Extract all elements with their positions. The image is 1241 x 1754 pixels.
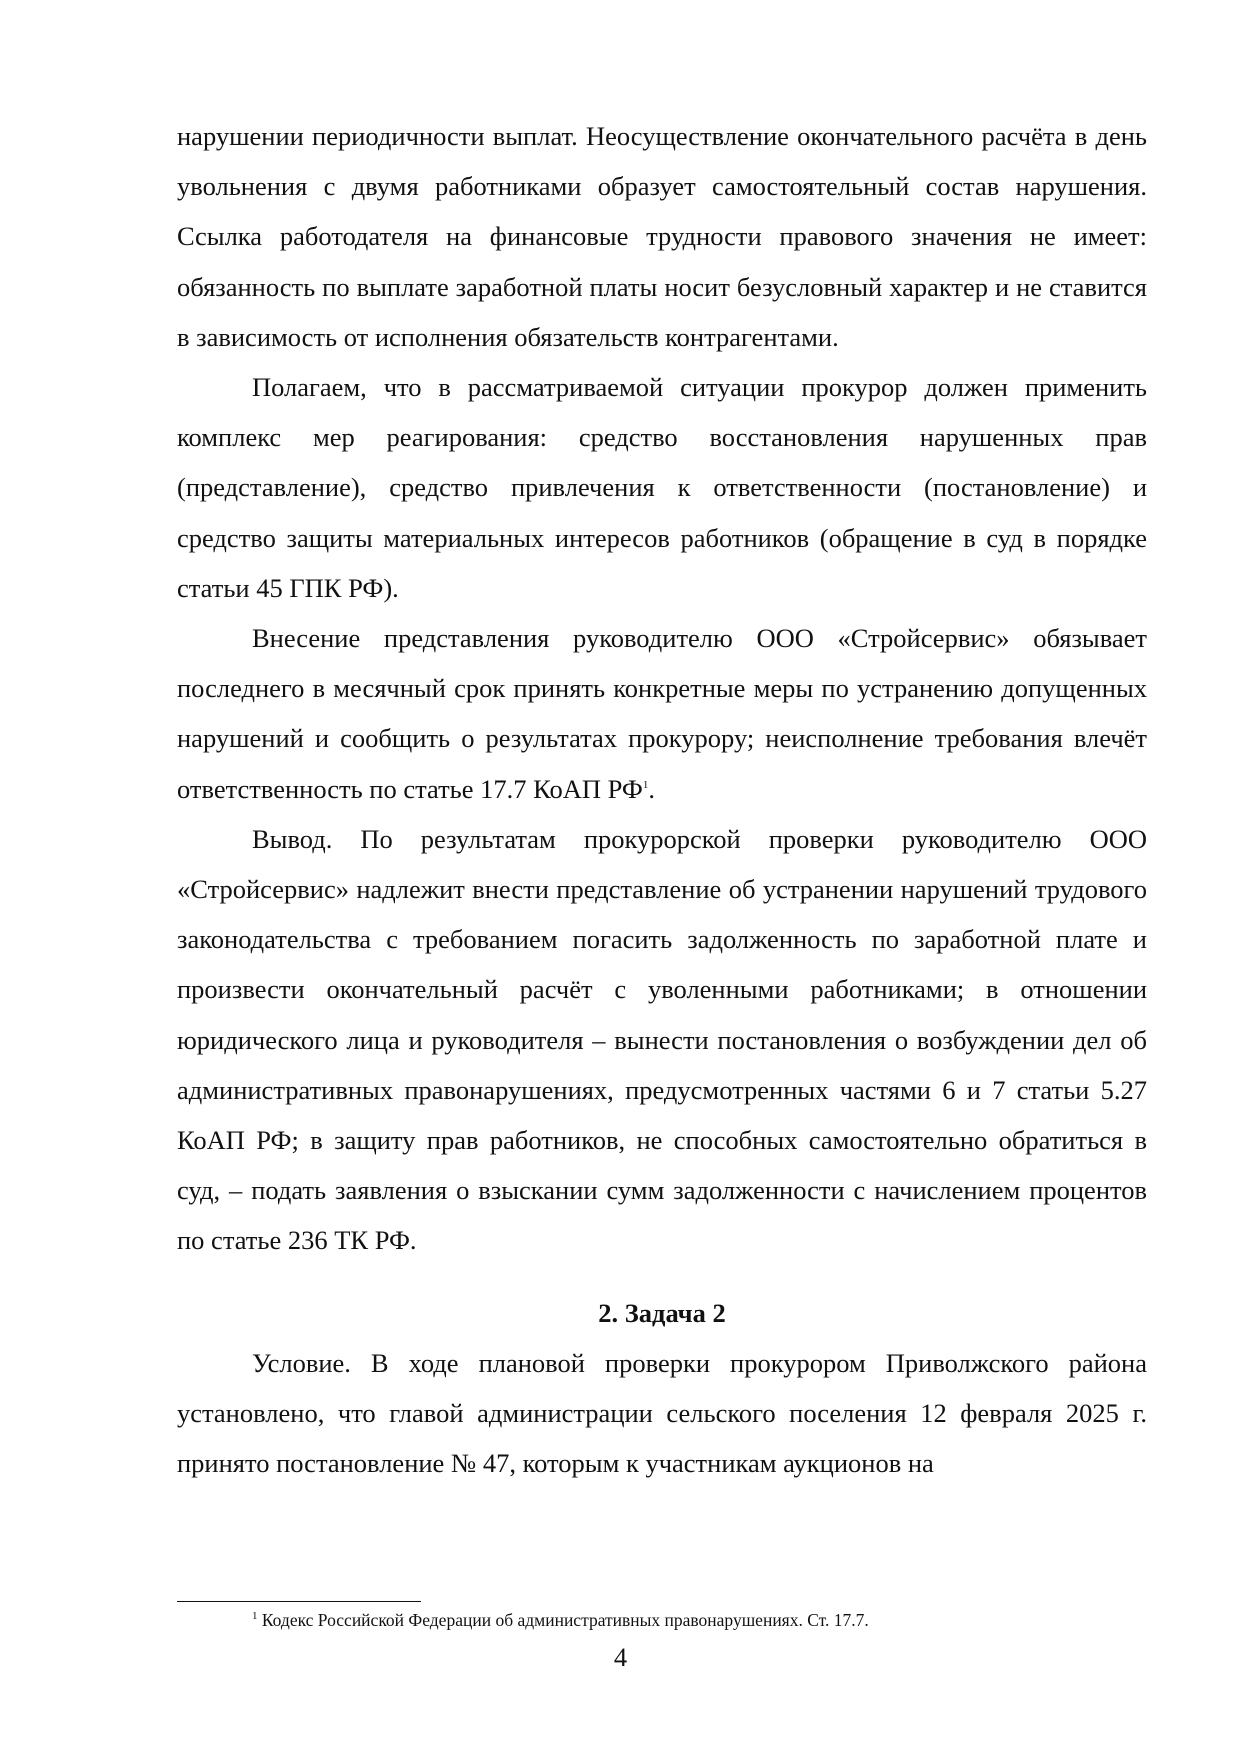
section-heading: 2. Задача 2 <box>598 1297 726 1328</box>
section-paragraph: Условие. В ходе плановой проверки прокурором Приволжского района установлено, что главой администрации сельского поселения 12 февраля 2025 г. принято постановление № 47, которым к участникам аукционов на <box>177 1347 1147 1479</box>
paragraph-1: нарушении периодичности выплат. Неосуществление окончательного расчёта в день увольнения с двумя работниками образует самостоятельный состав нарушения. Ссылка работодателя на финансовые трудности правового значения не имеет: обязанность по выплате заработной платы носит безусловный характер и не ставится в зависимость от исполнения обязательств контрагентами. <box>177 121 1147 352</box>
paragraph-3-text: Внесение представления руководителю ООО «Стройсервис» обязывает последнего в месячный срок принять конкретные меры по устранению допущенных нарушений и сообщить о результатах прокурору; неисполнение требования влечёт ответственность по статье 17.7 КоАП РФ <box>177 623 1147 804</box>
paragraph-3 <box>177 613 1147 814</box>
paragraph-4: Вывод. По результатам прокурорской проверки руководителю ООО «Стройсервис» надлежит внести представление об устранении нарушений трудового законодательства с требованием погасить задолженность по заработной плате и произвести окончательный расчёт с уволенными работниками; в отношении юридического лица и руководителя – вынести постановления о возбуждении дел об административных правонарушениях, предусмотренных частями 6 и 7 статьи 5.27 КоАП РФ; в защиту прав работников, не способных самостоятельно обратиться в суд, – подать заявления о взыскании сумм задолженности с начислением процентов по статье 236 ТК РФ. <box>177 823 1147 1256</box>
footnote-number: 1 <box>252 1610 258 1623</box>
footnote <box>252 1609 1132 1631</box>
footnote-text: Кодекс Российской Федерации об административных правонарушениях. Ст. 17.7. <box>261 1610 869 1630</box>
paragraph-3-end: . <box>648 773 655 804</box>
footnote-separator <box>177 1601 421 1602</box>
body-text <box>177 111 1147 1488</box>
page-number: 4 <box>613 1642 628 1672</box>
footnote-reference[interactable]: 1 <box>642 778 649 791</box>
paragraph-2: Полагаем, что в рассматриваемой ситуации прокурор должен применить комплекс мер реагирования: средство восстановления нарушенных прав (представление), средство привлечения к ответственности (постановление) и средство защиты материальных интересов работников (обращение в суд в порядке статьи 45 ГПК РФ). <box>177 372 1147 603</box>
